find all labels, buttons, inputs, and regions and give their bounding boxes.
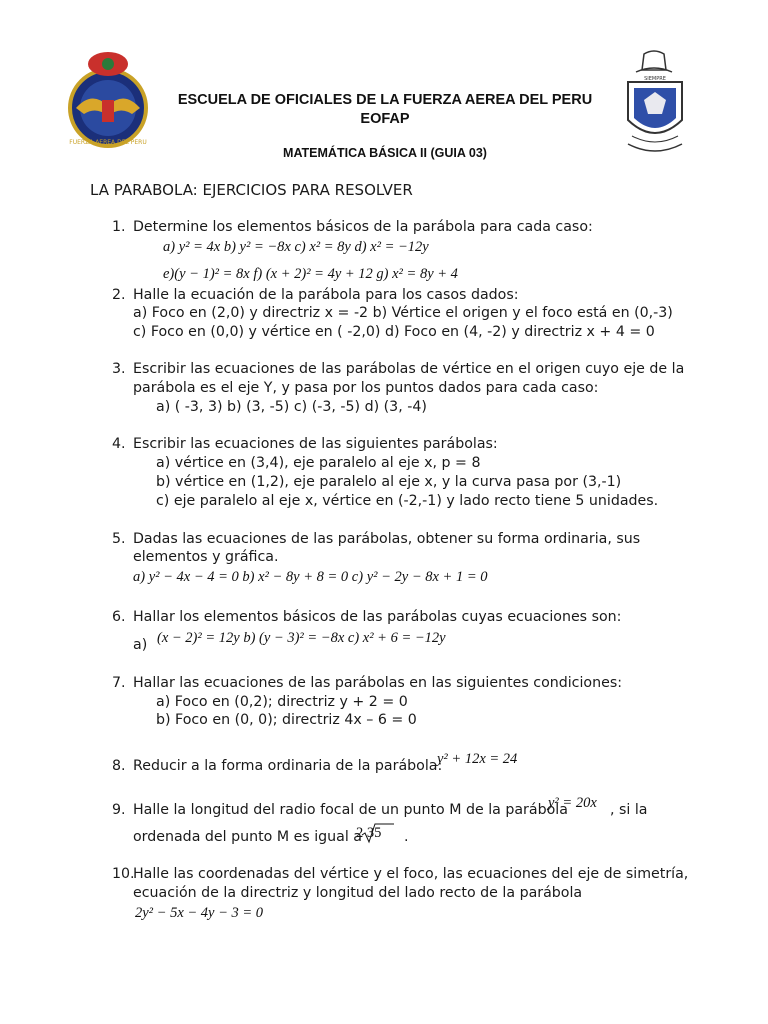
ex4-item-b: b) vértice en (1,2), eje paralelo al eje x, y la curva pasa por (3,-1) xyxy=(156,474,622,490)
ex4-number: 4. xyxy=(112,436,126,452)
ex5-text2: elementos y gráfica. xyxy=(133,549,279,565)
ex8-number: 8. xyxy=(112,758,126,774)
course-title: MATEMÁTICA BÁSICA II (GUIA 03) xyxy=(283,146,487,160)
school-name-line2: EOFAP xyxy=(360,111,410,127)
ex4-text: Escribir las ecuaciones de las siguientes parábolas: xyxy=(133,436,498,452)
ex4-item-c: c) eje paralelo al eje x, vértice en (-2,-1) y lado recto tiene 5 unidades. xyxy=(156,493,659,509)
ex8-equation: y² + 12x = 24 xyxy=(437,751,518,767)
ex8-text: Reducir a la forma ordinaria de la parábola: xyxy=(133,758,443,774)
ex7-item-a: a) Foco en (0,2); directriz y + 2 = 0 xyxy=(156,694,408,710)
ex1-equations-row2: e)(y − 1)² = 8x f) (x + 2)² = 4y + 12 g) x² = 8y + 4 xyxy=(163,266,458,282)
ex7-text: Hallar las ecuaciones de las parábolas en las siguientes condiciones: xyxy=(133,675,622,691)
ex10-equation: 2y² − 5x − 4y − 3 = 0 xyxy=(135,905,264,921)
ex7-item-b: b) Foco en (0, 0); directriz 4x – 6 = 0 xyxy=(156,712,417,728)
ex10-number: 10. xyxy=(112,866,135,882)
logo-left-text: FUERZA AEREA DEL PERU xyxy=(69,139,147,146)
ex4-item-a: a) vértice en (3,4), eje paralelo al eje x, p = 8 xyxy=(156,455,481,471)
ex6-number: 6. xyxy=(112,609,126,625)
sqrt-symbol xyxy=(361,822,395,844)
fap-emblem-logo xyxy=(62,50,154,150)
ex2-line-a: a) Foco en (2,0) y directriz x = -2 b) Vértice el origen y el foco está en (0,-3) xyxy=(133,305,673,321)
ex1-equations-row1: a) y² = 4x b) y² = −8x c) x² = 8y d) x² = −12y xyxy=(163,239,429,255)
ex9-text1: Halle la longitud del radio focal de un punto M de la parábola xyxy=(133,802,568,818)
ex5-text1: Dadas las ecuaciones de las parábolas, obtener su forma ordinaria, sus xyxy=(133,531,641,547)
ex7-number: 7. xyxy=(112,675,126,691)
ex9-number: 9. xyxy=(112,802,126,818)
school-name-line1: ESCUELA DE OFICIALES DE LA FUERZA AEREA DEL PERU xyxy=(177,92,593,108)
ex9-value: 2 35 xyxy=(356,825,382,841)
ex3-number: 3. xyxy=(112,361,126,377)
ex2-number: 2. xyxy=(112,287,126,303)
ex1-text: Determine los elementos básicos de la parábola para cada caso: xyxy=(133,219,593,235)
ex1-number: 1. xyxy=(112,219,126,235)
ex3-text1: Escribir las ecuaciones de las parábolas de vértice en el origen cuyo eje de la xyxy=(133,361,685,377)
ex5-equations: a) y² − 4x − 4 = 0 b) x² − 8y + 8 = 0 c) y² − 2y − 8x + 1 = 0 xyxy=(133,569,488,585)
ex3-text2: parábola es el eje Y, y pasa por los puntos dados para cada caso: xyxy=(133,380,599,396)
ex6-text: Hallar los elementos básicos de las parábolas cuyas ecuaciones son: xyxy=(133,609,622,625)
ex3-options: a) ( -3, 3) b) (3, -5) c) (-3, -5) d) (3, -4) xyxy=(156,399,427,415)
ex9-text1-end: , si la xyxy=(610,802,648,818)
ex2-line-c: c) Foco en (0,0) y vértice en ( -2,0) d) Foco en (4, -2) y directriz x + 4 = 0 xyxy=(133,324,655,340)
ex10-text2: ecuación de la directriz y longitud del lado recto de la parábola xyxy=(133,885,583,901)
ex5-number: 5. xyxy=(112,531,126,547)
ex6-equations: (x − 2)² = 12y b) (y − 3)² = −8x c) x² + 6 = −12y xyxy=(157,630,446,646)
ex9-equation: y² = 20x xyxy=(548,795,597,811)
ex9-text2: ordenada del punto M es igual a xyxy=(133,829,362,845)
ex6-label-a: a) xyxy=(133,637,148,653)
ex9-text2-end: . xyxy=(404,829,409,845)
ex10-text1: Halle las coordenadas del vértice y el foco, las ecuaciones del eje de simetría, xyxy=(133,866,689,882)
ex2-text: Halle la ecuación de la parábola para los casos dados: xyxy=(133,287,519,303)
eofap-crest-logo xyxy=(614,48,696,158)
section-title: LA PARABOLA: EJERCICIOS PARA RESOLVER xyxy=(90,181,413,199)
logo-right-text: SIEMPRE xyxy=(644,76,666,82)
